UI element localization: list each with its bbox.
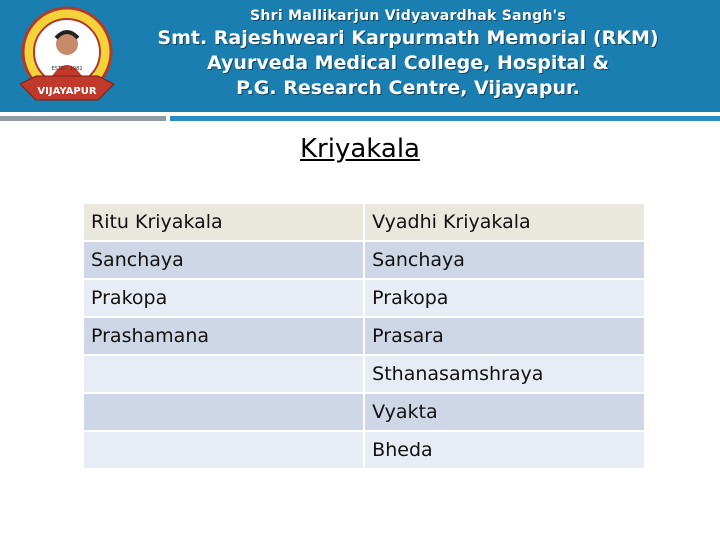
header-line-3: Ayurveda Medical College, Hospital &	[207, 52, 609, 74]
college-header	[128, 6, 688, 101]
table-cell: Sanchaya	[84, 242, 363, 278]
table-row	[84, 318, 644, 354]
college-logo-icon	[14, 4, 120, 108]
table-cell: Bheda	[365, 432, 644, 468]
table-cell	[84, 394, 363, 430]
page-title: Kriyakala	[300, 134, 420, 164]
table-row	[84, 280, 644, 316]
table-header-row	[84, 204, 644, 240]
table-cell	[84, 356, 363, 392]
column-header-ritu: Ritu Kriyakala	[84, 204, 363, 240]
table-row	[84, 394, 644, 430]
logo-ribbon-text: VIJAYAPUR	[37, 86, 97, 97]
table-cell	[84, 432, 363, 468]
header-line-1: Shri Mallikarjun Vidyavardhak Sangh's	[250, 8, 566, 24]
header-divider-blue	[170, 116, 720, 121]
table-cell: Sthanasamshraya	[365, 356, 644, 392]
table-cell: Prasara	[365, 318, 644, 354]
table-cell: Prashamana	[84, 318, 363, 354]
table-row	[84, 432, 644, 468]
header-line-4: P.G. Research Centre, Vijayapur.	[236, 77, 580, 99]
table-cell: Prakopa	[365, 280, 644, 316]
kriyakala-table	[82, 202, 646, 470]
header-divider-gray	[0, 116, 166, 121]
table-cell: Sanchaya	[365, 242, 644, 278]
logo-estd-text: ESTD - 1982	[51, 66, 83, 72]
table-cell: Vyakta	[365, 394, 644, 430]
table-row	[84, 242, 644, 278]
header-line-2: Smt. Rajeshweari Karpurmath Memorial (RKM)	[157, 27, 659, 49]
column-header-vyadhi: Vyadhi Kriyakala	[365, 204, 644, 240]
table-row	[84, 356, 644, 392]
table-cell: Prakopa	[84, 280, 363, 316]
